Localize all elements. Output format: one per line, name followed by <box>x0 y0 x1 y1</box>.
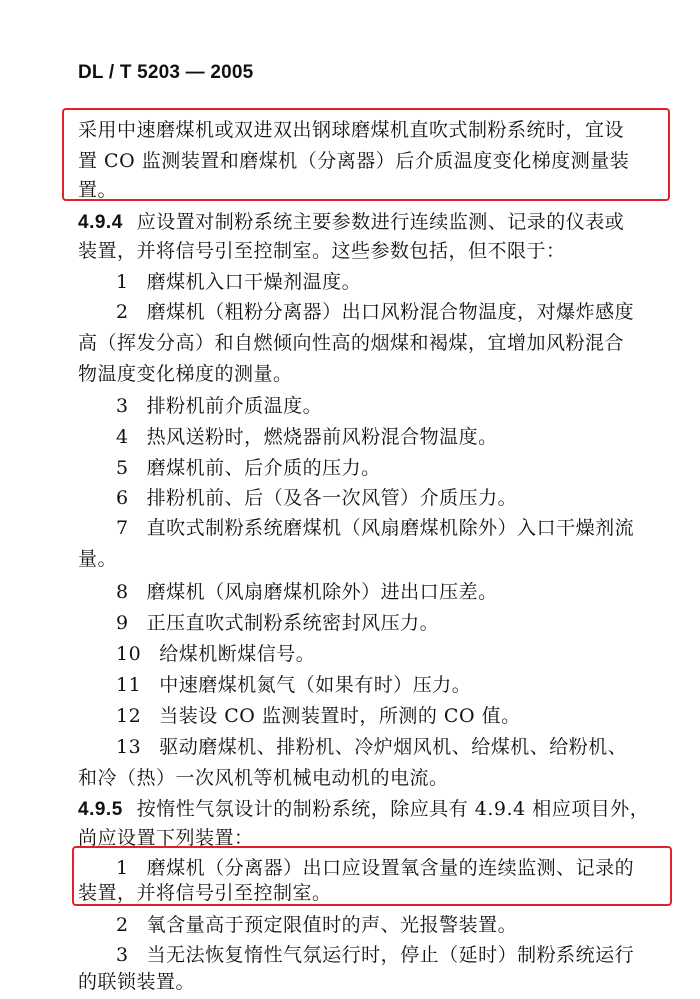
paragraph-line: 置 CO 监测装置和磨煤机（分离器）后介质温度变化梯度测量装 <box>78 150 630 172</box>
item-text: 驱动磨煤机、排粉机、冷炉烟风机、给煤机、给粉机、 <box>159 736 628 758</box>
section-number: 4.9.5 <box>78 799 123 820</box>
item-continuation: 和冷（热）一次风机等机械电动机的电流。 <box>78 767 449 789</box>
item-text: 排粉机前、后（及各一次风管）介质压力。 <box>146 487 518 509</box>
item-number: 2 <box>116 914 129 936</box>
item-text: 磨煤机（风扇磨煤机除外）进出口压差。 <box>146 581 498 603</box>
item-number: 12 <box>116 705 142 727</box>
item-number: 8 <box>116 581 129 603</box>
item-continuation: 的联锁装置。 <box>78 971 196 993</box>
item-text: 排粉机前介质温度。 <box>146 395 323 417</box>
item-continuation: 装置，并将信号引至控制室。 <box>78 882 332 904</box>
item-continuation: 物温度变化梯度的测量。 <box>78 363 293 385</box>
section-line: 装置，并将信号引至控制室。这些参数包括，但不限于： <box>78 240 566 262</box>
item-number: 3 <box>116 944 129 966</box>
item-text: 磨煤机（粗粉分离器）出口风粉混合物温度，对爆炸感度 <box>146 301 635 323</box>
item-continuation: 量。 <box>78 548 118 570</box>
section-4-9-4-heading <box>78 210 624 235</box>
section-number: 4.9.4 <box>78 212 123 233</box>
section-4-9-5-heading <box>78 797 649 822</box>
section-text: 按惰性气氛设计的制粉系统，除应具有 4.9.4 相应项目外， <box>136 798 650 820</box>
list-item <box>116 943 634 967</box>
item-number: 4 <box>116 426 129 448</box>
item-continuation: 高（挥发分高）和自燃倾向性高的烟煤和褐煤，宜增加风粉混合 <box>78 332 625 354</box>
list-item <box>116 394 322 418</box>
paragraph-line: 采用中速磨煤机或双进双出钢球磨煤机直吹式制粉系统时，宜设 <box>78 119 625 141</box>
item-number: 2 <box>116 301 129 323</box>
item-number: 6 <box>116 487 129 509</box>
item-number: 13 <box>116 736 142 758</box>
item-text: 热风送粉时，燃烧器前风粉混合物温度。 <box>146 426 498 448</box>
item-text: 氧含量高于预定限值时的声、光报警装置。 <box>146 914 518 936</box>
item-text: 给煤机断煤信号。 <box>159 643 316 665</box>
list-item <box>116 425 498 449</box>
item-text: 直吹式制粉系统磨煤机（风扇磨煤机除外）入口干燥剂流 <box>146 517 635 539</box>
list-item <box>116 486 517 510</box>
item-number: 3 <box>116 395 129 417</box>
list-item <box>116 673 471 697</box>
paragraph-line: 置。 <box>78 179 118 201</box>
item-text: 磨煤机（分离器）出口应设置氧含量的连续监测、记录的 <box>146 857 635 879</box>
list-item <box>116 642 315 666</box>
item-number: 9 <box>116 612 129 634</box>
list-item <box>116 516 634 540</box>
document-header: DL / T 5203 — 2005 <box>78 62 254 83</box>
list-item <box>116 913 517 937</box>
section-text: 应设置对制粉系统主要参数进行连续监测、记录的仪表或 <box>136 211 625 233</box>
list-item <box>116 300 634 324</box>
list-item <box>116 580 498 604</box>
item-text: 当装设 CO 监测装置时，所测的 CO 值。 <box>159 705 521 727</box>
item-number: 1 <box>116 271 129 293</box>
list-item <box>116 270 361 294</box>
list-item <box>116 735 627 759</box>
item-text: 磨煤机入口干燥剂温度。 <box>146 271 362 293</box>
list-item <box>116 456 381 480</box>
item-text: 磨煤机前、后介质的压力。 <box>146 457 381 479</box>
list-item <box>116 856 634 880</box>
item-number: 7 <box>116 517 129 539</box>
item-number: 5 <box>116 457 129 479</box>
item-number: 10 <box>116 643 142 665</box>
item-text: 当无法恢复惰性气氛运行时，停止（延时）制粉系统运行 <box>146 944 635 966</box>
item-number: 1 <box>116 857 129 879</box>
section-line: 尚应设置下列装置： <box>78 827 254 849</box>
list-item <box>116 704 521 728</box>
item-text: 中速磨煤机氮气（如果有时）压力。 <box>159 674 472 696</box>
item-text: 正压直吹式制粉系统密封风压力。 <box>146 612 440 634</box>
list-item <box>116 611 439 635</box>
item-number: 11 <box>116 674 142 696</box>
